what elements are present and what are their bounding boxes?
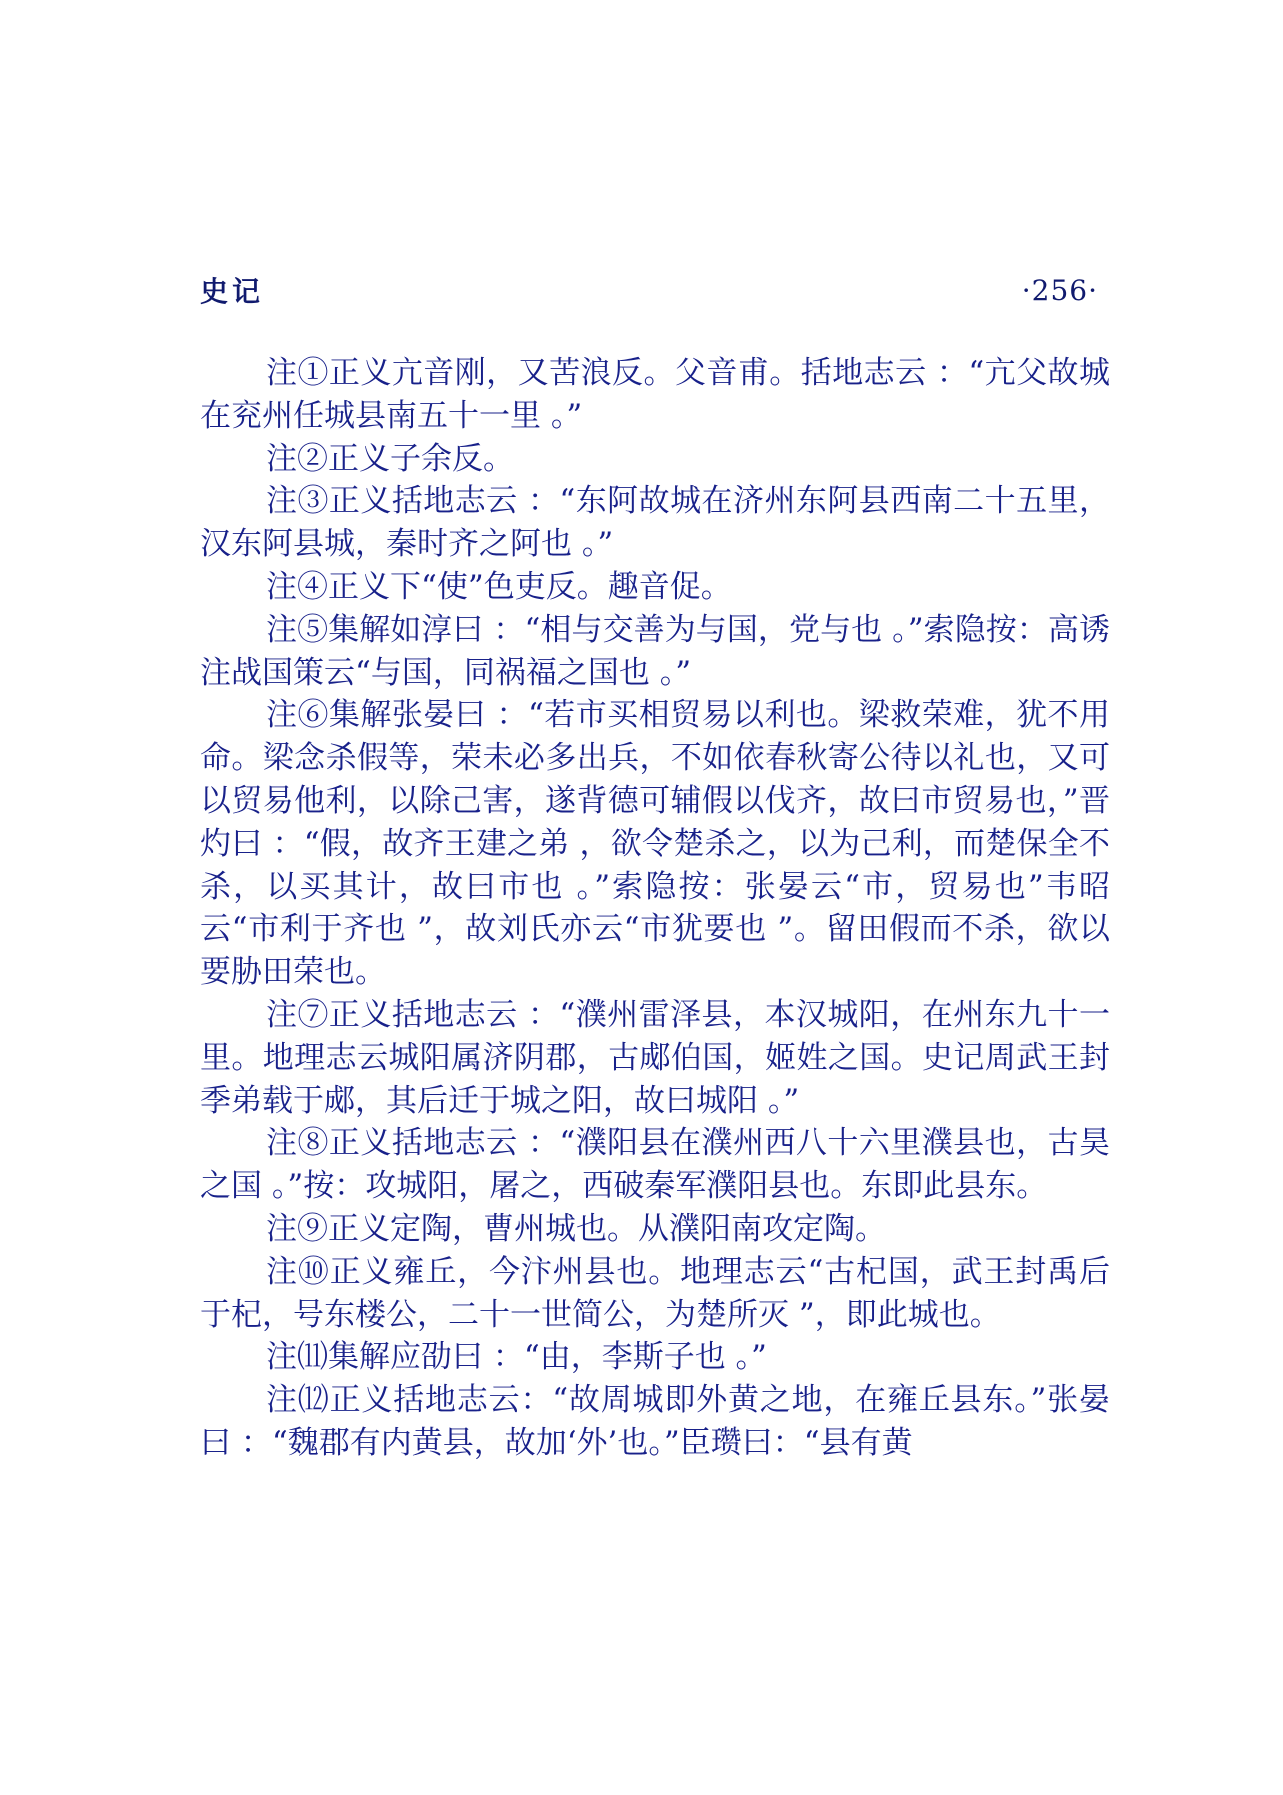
note-12: 注⑿正义括地志云：“故周城即外黄之地，在雍丘县东。”张晏曰 ：“魏郡有内黄县，故加‘外’也。”臣瓒曰：“县有黄 (200, 1382, 1110, 1461)
note-5: 注⑤集解如淳曰 ：“相与交善为与国，党与也 。”索隐按：高诱注战国策云“与国，同祸福之国也 。” (200, 611, 1110, 691)
note-10: 注⑩正义雍丘，今汴州县也。地理志云“古杞国，武王封禹后于杞，号东楼公，二十一世简公，为楚所灭 ”，即此城也。 (200, 1253, 1110, 1333)
annotation-text (200, 352, 1110, 1465)
note-3: 注③正义括地志云 ：“东阿故城在济州东阿县西南二十五里，汉东阿县城，秦时齐之阿也 。” (200, 483, 1110, 563)
note-2: 注②正义子余反。 (266, 440, 514, 477)
note-4: 注④正义下“使”色吏反。趣音促。 (266, 568, 732, 605)
note-6: 注⑥集解张晏曰 ：“若市买相贸易以利也。梁救荣难，犹不用命。梁念杀假等，荣未必多出兵，不如依春秋寄公待以礼也，又可以贸易他利，以除己害，遂背德可辅假以伐齐，故曰市贸易也，”晋灼曰 ：“假，故齐王建之弟 ，欲令楚杀之，以为己利，而楚保全不杀，以买其计，故曰市也 。”索隐按：张晏云“市，贸易也”韦昭云“市利于齐也 ”，故刘氏亦云“市犹要也 ”。留田假而不杀，欲以要胁田荣也。 (200, 697, 1110, 991)
note-7: 注⑦正义括地志云 ：“濮州雷泽县，本汉城阳，在州东九十一里。地理志云城阳属济阴郡，古郕伯国，姬姓之国。史记周武王封季弟载于郕，其后迁于城之阳，故曰城阳 。” (200, 996, 1110, 1119)
page-number: ·256· (1021, 273, 1098, 307)
running-head (200, 268, 1098, 312)
note-9: 注⑨正义定陶，曹州城也。从濮阳南攻定陶。 (266, 1210, 886, 1247)
note-1: 注①正义亢音刚，又苦浪反。父音甫。括地志云 ：“亢父故城在兖州任城县南五十一里 。” (200, 355, 1110, 434)
book-title: 史记 (200, 275, 265, 308)
note-11: 注⑾集解应劭曰 ：“由，李斯子也 。” (266, 1339, 767, 1376)
note-8: 注⑧正义括地志云 ：“濮阳县在濮州西八十六里濮县也，古昊之国 。”按：攻城阳，屠之，西破秦军濮阳县也。东即此县东。 (200, 1125, 1110, 1205)
